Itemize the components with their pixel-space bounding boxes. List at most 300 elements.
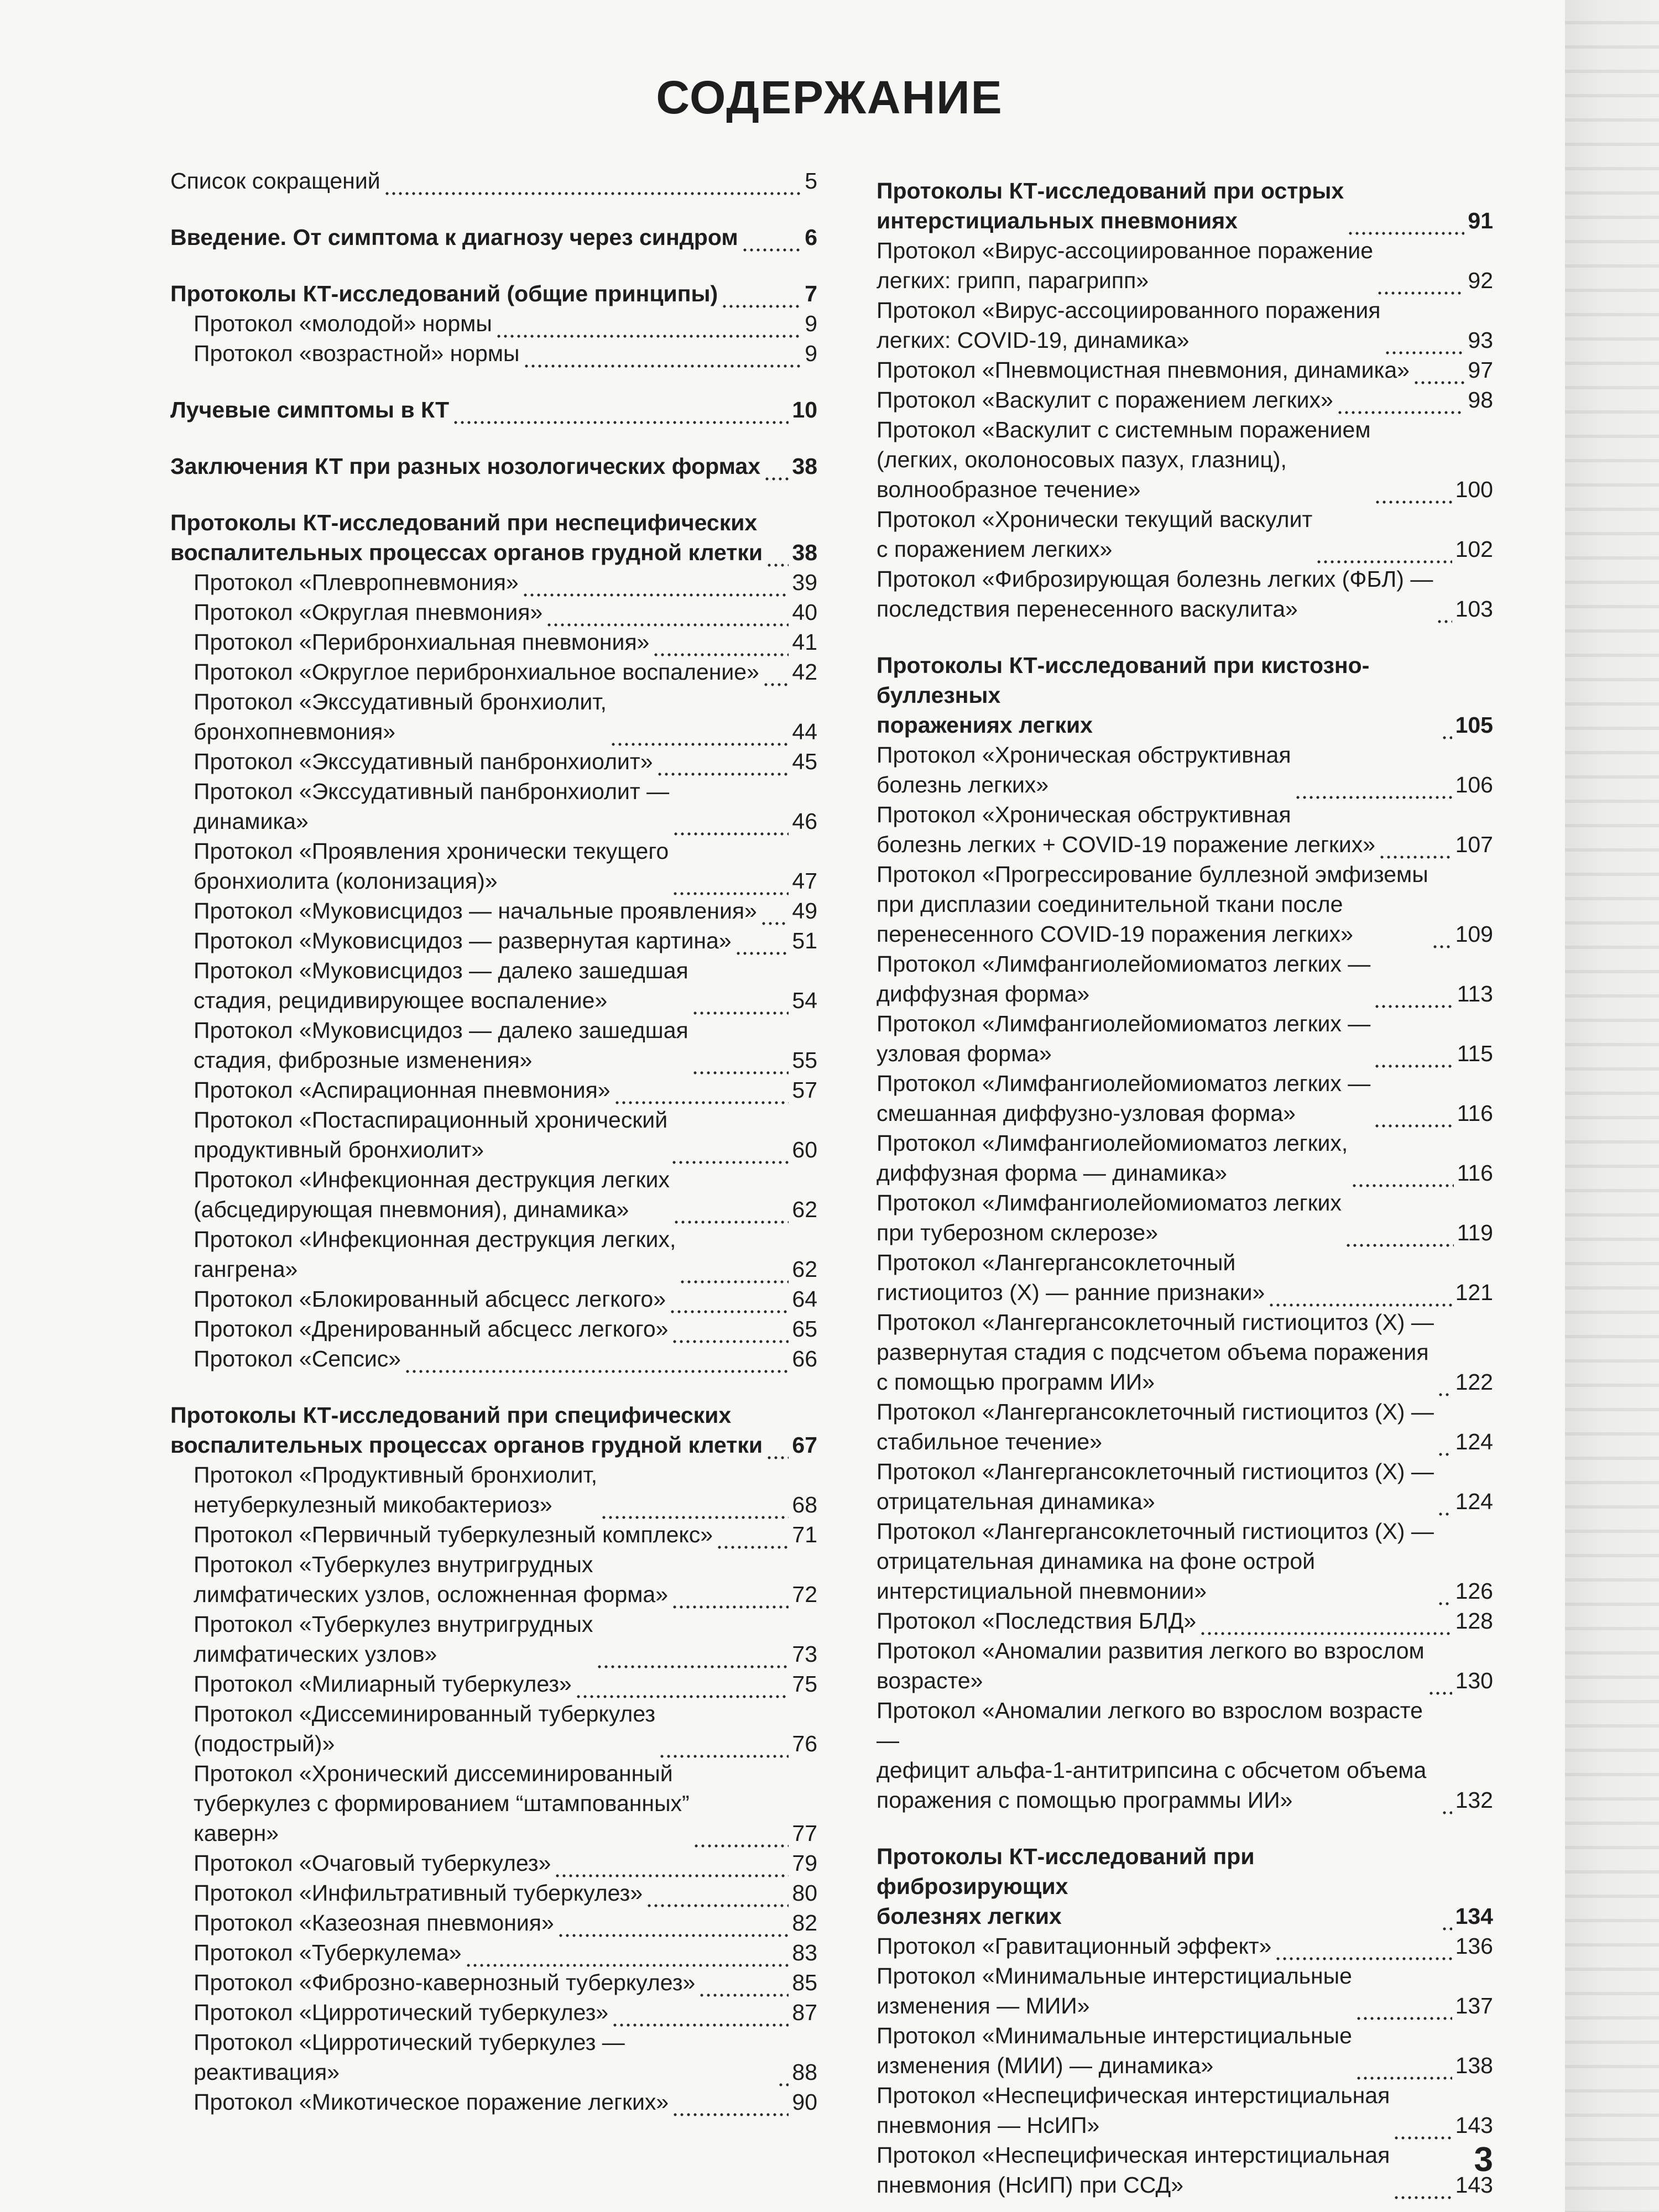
toc-entry-page: 46 — [792, 808, 817, 834]
toc-entry-title: Протокол «Туберкулез внутригрудных лимфатических узлов, осложненная форма» — [194, 1552, 669, 1607]
section-gap — [170, 481, 817, 508]
page-number: 3 — [1474, 2141, 1493, 2179]
dot-leader — [653, 634, 789, 657]
dot-leader — [766, 544, 789, 567]
section-gap — [170, 425, 817, 451]
toc-entry-page: 107 — [1455, 832, 1493, 857]
toc-entry-title: Протокол «Цирротический туберкулез» — [194, 2000, 609, 2025]
toc-entry-page: 128 — [1455, 1608, 1493, 1634]
toc-entry-title: Протоколы КТ-исследований при острых интерстициальных пневмониях — [877, 178, 1344, 233]
toc-entry-page: 100 — [1455, 477, 1493, 502]
toc-entry[interactable] — [170, 1669, 817, 1699]
dot-leader — [659, 1735, 789, 1759]
dot-leader — [557, 1914, 789, 1938]
dot-leader — [614, 1082, 789, 1105]
dot-leader — [698, 1974, 789, 1997]
dot-leader — [465, 1944, 789, 1968]
dot-leader — [1379, 836, 1452, 859]
toc-entry[interactable] — [877, 385, 1493, 415]
section-gap — [877, 1815, 1493, 1841]
toc-entry-page: 115 — [1457, 1041, 1493, 1066]
dot-leader — [1393, 2117, 1452, 2140]
toc-entry-title: Протокол «Васкулит с системным поражением (легких, околоносовых пазух, глазниц), волнообразное течение» — [877, 417, 1371, 502]
toc-entry[interactable] — [170, 1609, 817, 1669]
toc-entry-title: Протокол «Инфильтративный туберкулез» — [194, 1880, 643, 1906]
toc-left-column — [170, 166, 817, 2117]
toc-entry-page: 124 — [1455, 1429, 1493, 1454]
dot-leader — [1441, 717, 1452, 740]
toc-entry-page: 124 — [1455, 1489, 1493, 1514]
page-title: СОДЕРЖАНИЕ — [656, 71, 1003, 123]
toc-entry-title: Протокол «Продуктивный бронхиолит, нетуберкулезный микобактериоз» — [194, 1462, 598, 1517]
toc-entry-title: Протокол «Милиарный туберкулез» — [194, 1671, 572, 1697]
toc-entry-title: Протокол «Муковисцидоз — далеко зашедшая стадия, фиброзные изменения» — [194, 1018, 688, 1073]
dot-leader — [764, 458, 789, 481]
toc-entry-page: 65 — [792, 1316, 817, 1342]
toc-entry-title: Протокол «Туберкулема» — [194, 1940, 462, 1965]
toc-entry-title: Протокол «Гравитационный эффект» — [877, 1933, 1272, 1959]
dot-leader — [546, 604, 789, 627]
toc-entry[interactable] — [877, 415, 1493, 504]
toc-section-heading[interactable] — [877, 650, 1493, 740]
toc-entry-title: Протокол «Постаспирационный хронический продуктивный бронхиолит» — [194, 1107, 668, 1162]
toc-entry-title: Протокол «Лангергансоклеточный гистиоцитоз (Х) — развернутая стадия с подсчетом объема поражения с помощью программ ИИ» — [877, 1310, 1434, 1395]
toc-entry[interactable] — [170, 687, 817, 747]
toc-entry-page: 71 — [792, 1522, 817, 1547]
dot-leader — [672, 873, 789, 896]
toc-entry[interactable] — [877, 949, 1493, 1009]
toc-entry[interactable] — [170, 1075, 817, 1105]
toc-entry-page: 54 — [792, 988, 817, 1013]
toc-entry[interactable] — [877, 1128, 1493, 1188]
toc-entry-title: Протокол «Лимфангиолейомиоматоз легких — диффузная форма» — [877, 951, 1371, 1006]
toc-entry[interactable] — [877, 1695, 1493, 1815]
toc-entry-page: 82 — [792, 1910, 817, 1936]
toc-entry-page: 5 — [805, 168, 817, 194]
bleed-through-text — [1565, 0, 1659, 2212]
toc-entry-page: 105 — [1455, 712, 1493, 738]
toc-entry[interactable] — [170, 1015, 817, 1075]
dot-leader — [671, 1321, 789, 1344]
dot-leader — [679, 1261, 789, 1284]
toc-entry-page: 93 — [1468, 327, 1493, 353]
toc-entry-page: 57 — [792, 1077, 817, 1103]
dot-leader — [1295, 776, 1452, 800]
toc-entry[interactable] — [877, 355, 1493, 385]
toc-entry-title: Протокол «Туберкулез внутригрудных лимфатических узлов» — [194, 1611, 593, 1667]
toc-entry-page: 7 — [805, 281, 817, 306]
dot-leader — [673, 1201, 789, 1224]
dot-leader — [721, 285, 801, 309]
dot-leader — [1355, 2057, 1452, 2080]
toc-entry[interactable] — [170, 1344, 817, 1374]
toc-entry[interactable] — [170, 1997, 817, 2027]
toc-entry-page: 137 — [1455, 1993, 1493, 2018]
toc-entry[interactable] — [170, 657, 817, 687]
toc-entry[interactable] — [170, 1848, 817, 1878]
toc-entry[interactable] — [170, 1224, 817, 1284]
toc-entry-title: Протокол «возрастной» нормы — [194, 341, 520, 366]
dot-leader — [1268, 1284, 1452, 1307]
toc-entry[interactable] — [170, 956, 817, 1015]
toc-entry-page: 130 — [1455, 1668, 1493, 1693]
toc-entry-title: Протокол «Экссудативный панбронхиолит — динамика» — [194, 779, 670, 834]
toc-entry[interactable] — [877, 2021, 1493, 2080]
toc-entry-page: 51 — [792, 928, 817, 953]
toc-entry-title: Протокол «Хронически текущий васкулит с поражением легких» — [877, 507, 1313, 562]
toc-entry-page: 83 — [792, 1940, 817, 1965]
toc-entry-title: Протокол «Лимфангиолейомиоматоз легких — смешанная диффузно-узловая форма» — [877, 1071, 1371, 1126]
toc-entry-page: 91 — [1468, 208, 1493, 233]
toc-entry[interactable] — [877, 1931, 1493, 1961]
section-gap — [170, 368, 817, 395]
toc-entry-title: Протокол «Лангергансоклеточный гистиоцитоз (Х) — ранние признаки» — [877, 1250, 1265, 1305]
toc-entry-page: 106 — [1455, 772, 1493, 797]
toc-entry-title: Протокол «Перибронхиальная пневмония» — [194, 629, 650, 655]
toc-entry[interactable] — [170, 1105, 817, 1165]
toc-entry[interactable] — [170, 1165, 817, 1224]
dot-leader — [1345, 1224, 1454, 1248]
toc-entry-title: Протокол «Вирус-ассоциированного поражения легких: COVID-19, динамика» — [877, 298, 1381, 353]
dot-leader — [778, 2064, 789, 2087]
toc-entry-title: Протокол «Фиброзирующая болезнь легких (ФБЛ) — последствия перенесенного васкулита» — [877, 566, 1433, 622]
section-gap — [170, 252, 817, 279]
toc-entry-title: Протокол «Минимальные интерстициальные изменения — МИИ» — [877, 1963, 1352, 2018]
dot-leader — [735, 932, 789, 956]
dot-leader — [1376, 272, 1464, 295]
dot-leader — [1374, 1045, 1453, 1068]
dot-leader — [495, 315, 801, 338]
toc-entry[interactable] — [877, 1457, 1493, 1516]
toc-entry-title: Протокол «Хроническая обструктивная болезнь легких + COVID-19 поражение легких» — [877, 802, 1376, 857]
section-gap — [170, 1374, 817, 1400]
toc-entry-title: Протокол «Неспецифическая интерстициальная пневмония (НсИП) при ССД» — [877, 2142, 1390, 2198]
dot-leader — [522, 574, 789, 597]
toc-entry-title: Протокол «Плевропневмония» — [194, 570, 519, 595]
dot-leader — [384, 173, 802, 196]
toc-section-heading[interactable] — [170, 451, 817, 481]
toc-entry-title: Протокол «Казеозная пневмония» — [194, 1910, 554, 1936]
toc-section-heading[interactable] — [170, 1400, 817, 1460]
toc-entry-title: Протокол «Диссеминированный туберкулез (подострый)» — [194, 1701, 656, 1756]
toc-entry-title: Протокол «Лимфангиолейомиоматоз легких, диффузная форма — динамика» — [877, 1130, 1348, 1186]
toc-entry-title: Протоколы КТ-исследований (общие принципы) — [170, 281, 718, 306]
toc-entry[interactable] — [170, 1759, 817, 1848]
toc-section-heading[interactable] — [170, 508, 817, 567]
toc-entry-page: 122 — [1455, 1369, 1493, 1395]
toc-entry-page: 121 — [1455, 1280, 1493, 1305]
toc-entry-page: 85 — [792, 1970, 817, 1995]
toc-entry-page: 143 — [1455, 2172, 1493, 2198]
toc-entry-title: Протокол «Хроническая обструктивная болезнь легких» — [877, 742, 1291, 797]
toc-entry-page: 75 — [792, 1671, 817, 1697]
toc-entry[interactable] — [170, 309, 817, 338]
toc-entry-title: Протоколы КТ-исследований при кистозно-буллезных поражениях легких — [877, 653, 1370, 738]
toc-entry-title: Протокол «Инфекционная деструкция легких, гангрена» — [194, 1227, 676, 1282]
toc-entry-page: 9 — [805, 341, 817, 366]
toc-entry-title: Протокол «Хронический диссеминированный туберкулез с формированием “штампованных” каверн» — [194, 1761, 690, 1846]
toc-entry-title: Протокол «Лангергансоклеточный гистиоцитоз (Х) — отрицательная динамика» — [877, 1459, 1434, 1514]
toc-entry-page: 47 — [792, 868, 817, 894]
toc-entry-title: Протокол «Последствия БЛД» — [877, 1608, 1197, 1634]
toc-entry-page: 77 — [792, 1820, 817, 1846]
toc-entry[interactable] — [877, 1636, 1493, 1695]
dot-leader — [716, 1526, 789, 1550]
toc-entry-title: Протокол «Лимфангиолейомиоматоз легких при туберозном склерозе» — [877, 1190, 1342, 1245]
toc-entry-title: Протокол «Очаговый туберкулез» — [194, 1850, 551, 1876]
toc-entry-title: Протокол «Аномалии легкого во взрослом возрасте — дефицит альфа-1-антитрипсина с обсчетом объема поражения с помощью программы ИИ» — [877, 1698, 1427, 1813]
toc-entry-title: Протокол «Муковисцидоз — развернутая картина» — [194, 928, 732, 953]
toc-entry-page: 62 — [792, 1256, 817, 1282]
toc-entry-page: 109 — [1455, 921, 1493, 947]
toc-entry-title: Протокол «Цирротический туберкулез — реактивация» — [194, 2030, 625, 2085]
dot-leader — [693, 1825, 789, 1848]
toc-entry-page: 119 — [1457, 1220, 1493, 1245]
toc-entry-page: 9 — [805, 311, 817, 336]
dot-leader — [601, 1496, 789, 1520]
dot-leader — [656, 753, 789, 776]
toc-entry[interactable] — [170, 627, 817, 657]
toc-entry-page: 64 — [792, 1286, 817, 1312]
dot-leader — [1436, 601, 1452, 624]
dot-leader — [1374, 985, 1453, 1009]
toc-entry[interactable] — [170, 1699, 817, 1759]
dot-leader — [763, 664, 789, 687]
toc-entry[interactable] — [877, 295, 1493, 355]
toc-entry-page: 73 — [792, 1641, 817, 1667]
toc-entry[interactable] — [170, 896, 817, 926]
dot-leader — [646, 1885, 789, 1908]
toc-entry-page: 103 — [1455, 596, 1493, 622]
toc-entry-page: 138 — [1455, 2053, 1493, 2078]
toc-entry[interactable] — [877, 1606, 1493, 1636]
toc-entry-page: 62 — [792, 1197, 817, 1222]
toc-entry[interactable] — [877, 1307, 1493, 1397]
toc-entry-title: Протокол «Лангергансоклеточный гистиоцитоз (Х) — стабильное течение» — [877, 1399, 1434, 1454]
dot-leader — [1355, 1997, 1452, 2021]
toc-entry[interactable] — [877, 504, 1493, 564]
toc-entry[interactable] — [877, 1397, 1493, 1457]
toc-entry[interactable] — [170, 1550, 817, 1609]
toc-entry-page: 87 — [792, 2000, 817, 2025]
toc-entry-title: Протокол «Первичный туберкулезный комплекс» — [194, 1522, 713, 1547]
toc-entry[interactable] — [877, 564, 1493, 624]
toc-entry-title: Протокол «Прогрессирование буллезной эмфиземы при дисплазии соединительной ткани после перенесенного COVID-19 поражения легких» — [877, 862, 1428, 947]
toc-entry-page: 66 — [792, 1346, 817, 1371]
toc-entry[interactable] — [170, 166, 817, 196]
toc-entry[interactable] — [877, 236, 1493, 295]
toc-entry[interactable] — [170, 1460, 817, 1520]
toc-section-heading[interactable] — [170, 279, 817, 309]
dot-leader — [1437, 1374, 1452, 1397]
toc-entry-page: 49 — [792, 898, 817, 924]
toc-entry-page: 92 — [1468, 268, 1493, 293]
toc-section-heading[interactable] — [877, 176, 1493, 236]
toc-entry-title: Протокол «Инфекционная деструкция легких (абсцедирующая пневмония), динамика» — [194, 1167, 670, 1222]
toc-entry[interactable] — [170, 2027, 817, 2087]
dot-leader — [692, 1052, 789, 1075]
toc-entry-page: 6 — [805, 225, 817, 250]
toc-entry-title: Протокол «Экссудативный бронхиолит, бронхопневмония» — [194, 689, 607, 744]
toc-entry-title: Протокол «Микотическое поражение легких» — [194, 2089, 669, 2115]
toc-entry-page: 80 — [792, 1880, 817, 1906]
toc-entry[interactable] — [170, 2087, 817, 2117]
toc-entry[interactable] — [877, 1188, 1493, 1248]
dot-leader — [1437, 1493, 1452, 1516]
toc-entry[interactable] — [170, 776, 817, 836]
toc-entry-title: Протокол «Минимальные интерстициальные изменения (МИИ) — динамика» — [877, 2023, 1352, 2078]
toc-entry[interactable] — [877, 859, 1493, 949]
toc-section-heading[interactable] — [170, 395, 817, 425]
dot-leader — [1351, 1165, 1453, 1188]
toc-entry-title: Протокол «молодой» нормы — [194, 311, 492, 336]
toc-entry-page: 98 — [1468, 387, 1493, 413]
toc-entry-title: Протокол «Округлое перибронхиальное воспаление» — [194, 659, 759, 685]
toc-entry-page: 102 — [1455, 536, 1493, 562]
toc-section-heading[interactable] — [170, 222, 817, 252]
toc-entry-page: 116 — [1457, 1100, 1493, 1126]
toc-entry[interactable] — [170, 597, 817, 627]
dot-leader — [1275, 1938, 1452, 1961]
toc-entry[interactable] — [877, 1068, 1493, 1128]
section-gap — [170, 196, 817, 222]
toc-entry-page: 38 — [792, 453, 817, 479]
toc-entry-page: 116 — [1457, 1160, 1493, 1186]
section-gap — [877, 624, 1493, 650]
toc-entry[interactable] — [170, 567, 817, 597]
toc-entry-page: 42 — [792, 659, 817, 685]
toc-entry-title: Протокол «Сепсис» — [194, 1346, 401, 1371]
toc-entry[interactable] — [877, 2080, 1493, 2140]
dot-leader — [523, 345, 802, 368]
toc-entry[interactable] — [170, 1284, 817, 1314]
toc-entry-page: 126 — [1455, 1578, 1493, 1604]
toc-entry-page: 44 — [792, 719, 817, 744]
dot-leader — [1199, 1613, 1452, 1636]
toc-entry-page: 76 — [792, 1731, 817, 1756]
dot-leader — [554, 1855, 789, 1878]
toc-entry[interactable] — [877, 2140, 1493, 2200]
toc-entry-page: 90 — [792, 2089, 817, 2115]
dot-leader — [760, 902, 789, 926]
toc-entry-title: Протокол «Проявления хронически текущего бронхиолита (колонизация)» — [194, 838, 669, 894]
dot-leader — [1393, 2177, 1452, 2200]
toc-entry[interactable] — [877, 800, 1493, 859]
toc-entry[interactable] — [170, 747, 817, 776]
dot-leader — [610, 723, 789, 747]
toc-entry-title: Протоколы КТ-исследований при неспецифических воспалительных процессах органов грудной клетки — [170, 510, 763, 565]
toc-entry-title: Протокол «Муковисцидоз — далеко зашедшая стадия, рецидивирующее воспаление» — [194, 958, 688, 1013]
dot-leader — [1337, 392, 1465, 415]
toc-entry[interactable] — [877, 1516, 1493, 1606]
toc-entry-title: Протокол «Блокированный абсцесс легкого» — [194, 1286, 666, 1312]
toc-entry-title: Протокол «Вирус-ассоциированное поражение легких: грипп, парагрипп» — [877, 238, 1374, 293]
dot-leader — [669, 1291, 789, 1314]
dot-leader — [1428, 1672, 1452, 1695]
toc-entry[interactable] — [877, 1009, 1493, 1068]
dot-leader — [692, 992, 789, 1015]
toc-entry-page: 79 — [792, 1850, 817, 1876]
toc-entry-page: 10 — [792, 397, 817, 422]
dot-leader — [1413, 362, 1464, 385]
toc-entry-title: Список сокращений — [170, 168, 380, 194]
dot-leader — [452, 401, 789, 425]
toc-entry[interactable] — [170, 926, 817, 956]
dot-leader — [1316, 541, 1452, 564]
dot-leader — [766, 1437, 789, 1460]
toc-entry-page: 38 — [792, 540, 817, 565]
dot-leader — [671, 1141, 789, 1165]
toc-entry-page: 113 — [1457, 981, 1493, 1006]
toc-entry-title: Протокол «Округлая пневмония» — [194, 599, 543, 625]
dot-leader — [1437, 1433, 1452, 1457]
dot-leader — [1441, 1908, 1452, 1931]
toc-entry-page: 55 — [792, 1047, 817, 1073]
toc-entry-title: Протокол «Экссудативный панбронхиолит» — [194, 749, 653, 774]
dot-leader — [612, 2004, 789, 2027]
toc-entry[interactable] — [170, 1938, 817, 1968]
toc-entry-title: Протоколы КТ-исследований при фиброзирующих болезнях легких — [877, 1844, 1255, 1929]
toc-entry-page: 72 — [792, 1582, 817, 1607]
toc-entry-title: Протокол «Васкулит с поражением легких» — [877, 387, 1333, 413]
toc-entry[interactable] — [170, 1908, 817, 1938]
dot-leader — [404, 1350, 789, 1374]
toc-entry-title: Протокол «Лимфангиолейомиоматоз легких — узловая форма» — [877, 1011, 1371, 1066]
dot-leader — [1384, 332, 1465, 355]
toc-entry-page: 136 — [1455, 1933, 1493, 1959]
toc-entry-page: 39 — [792, 570, 817, 595]
toc-entry[interactable] — [877, 1961, 1493, 2021]
toc-entry[interactable] — [877, 1248, 1493, 1307]
toc-entry-title: Протоколы КТ-исследований при специфических воспалительных процессах органов грудной клетки — [170, 1402, 763, 1458]
dot-leader — [672, 2094, 789, 2117]
toc-entry[interactable] — [170, 1878, 817, 1908]
dot-leader — [596, 1646, 789, 1669]
toc-entry[interactable] — [170, 338, 817, 368]
dot-leader — [1374, 481, 1452, 504]
toc-entry-page: 41 — [792, 629, 817, 655]
dot-leader — [1437, 1583, 1452, 1606]
toc-entry-page: 40 — [792, 599, 817, 625]
toc-entry-page: 132 — [1455, 1787, 1493, 1813]
toc-entry-title: Протокол «Аспирационная пневмония» — [194, 1077, 611, 1103]
toc-entry-page: 45 — [792, 749, 817, 774]
toc-entry-title: Протокол «Фиброзно-кавернозный туберкулез» — [194, 1970, 696, 1995]
toc-entry[interactable] — [877, 740, 1493, 800]
toc-entry-title: Протокол «Дренированный абсцесс легкого» — [194, 1316, 669, 1342]
dot-leader — [671, 1586, 789, 1609]
dot-leader — [1441, 1792, 1452, 1815]
toc-entry-title: Протокол «Аномалии развития легкого во взрослом возрасте» — [877, 1638, 1425, 1693]
toc-right-column — [877, 176, 1493, 2200]
toc-entry-title: Протокол «Неспецифическая интерстициальная пневмония — НсИП» — [877, 2083, 1390, 2138]
toc-entry-title: Введение. От симптома к диагнозу через синдром — [170, 225, 738, 250]
dot-leader — [575, 1676, 789, 1699]
toc-entry-page: 88 — [792, 2059, 817, 2085]
toc-entry-page: 60 — [792, 1137, 817, 1162]
toc-entry[interactable] — [170, 1968, 817, 1997]
toc-entry-title: Заключения КТ при разных нозологических формах — [170, 453, 761, 479]
dot-leader — [742, 229, 802, 252]
toc-entry[interactable] — [170, 1520, 817, 1550]
dot-leader — [672, 813, 789, 836]
toc-entry[interactable] — [170, 1314, 817, 1344]
toc-entry-title: Протокол «Пневмоцистная пневмония, динамика» — [877, 357, 1410, 383]
toc-section-heading[interactable] — [877, 1841, 1493, 1931]
toc-entry[interactable] — [170, 836, 817, 896]
toc-entry-page: 97 — [1468, 357, 1493, 383]
dot-leader — [1347, 212, 1464, 236]
